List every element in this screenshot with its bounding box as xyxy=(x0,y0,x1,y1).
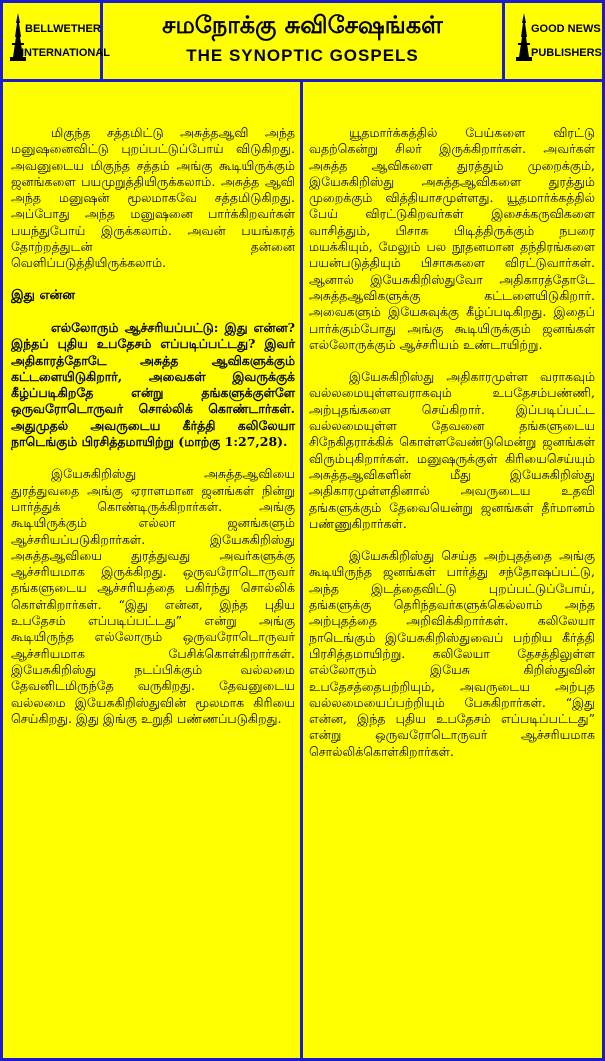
left-paragraph-1: மிகுந்த சத்தமிட்டு அசுத்தஆவி அந்த மனுஷனைவிட்டு புறப்பட்டுப்போய் விடுகிறது. அவனுடைய மிகுந்த சத்தம் அங்கு கூடியிருக்கும் ஜனங்களை பயமுறுத்தியிருக்கலாம். அசுத்த ஆவி அந்த மனுஷன் மூலமாகவே சத்தமிடுகிறது. அப்போது அந்த மனுஷனை பார்க்கிறவர்கள் பயந்துபோய் இருக்கலாம். அவன் பயங்கரத் தோற்றத்துடன் தன்னை வெளிப்படுத்தியிருக்கலாம். xyxy=(11,125,295,271)
good-news-line1: GOOD NEWS xyxy=(531,23,601,35)
good-news-logo xyxy=(502,3,602,79)
bellwether-line2: INTERNATIONAL xyxy=(21,47,111,59)
bellwether-line1: BELLWETHER xyxy=(25,23,101,35)
section-heading: இது என்ன xyxy=(11,287,75,303)
page-title-english: THE SYNOPTIC GOSPELS xyxy=(186,46,419,65)
right-paragraph-2: இயேசுகிறிஸ்து அதிகாரமுள்ள வராகவும் வல்லமையுள்ளவராகவும் உபதேசம்பண்ணி, அற்புதங்களை செய்கிறார். இப்படிப்பட்ட வல்லமையுள்ள தேவனை தங்களுடைய சிநேகிதராக்கிக் கொள்ளவேண்டுமென்று ஜனங்கள் விரும்புகிறார்கள். மனுஷருக்குள் கிரியைசெய்யும் அசுத்தஆவிகளின் மீது இயேசுகிறிஸ்து அதிகாரமுள்ளதினால் அவருடைய உதவி தங்களுக்கும் தேவையென்று ஜனங்கள் தீர்மானம் பண்ணுகிறார்கள். xyxy=(309,369,595,531)
page-title-tamil: சமநோக்கு சுவிசேஷங்கள் xyxy=(162,11,443,39)
bellwether-logo xyxy=(3,3,111,79)
title-area xyxy=(106,3,499,79)
column-divider xyxy=(300,82,303,1058)
right-column xyxy=(309,85,595,1052)
right-paragraph-1: யூதமார்க்கத்தில் பேய்களை விரட்டு வதற்கென்று சிலர் இருக்கிறார்கள். அவர்கள் அசுத்த ஆவிகளை துரத்தும் முறைக்கும், இயேசுகிறிஸ்து அசுத்தஆவிகளை துரத்தும் முறைக்கும் வித்தியாசமுள்ளது. யூதமார்க்கத்தில் பேய் விரட்டுகிறவர்கள் இசைக்கருவிகளை வாசித்தும், பிசாசு பிடித்திருக்கும் நபரை மயக்கியும், மேலும் பல நூதனமான தந்திரங்களை பயன்படுத்தியும் பிசாசுகளை விரட்டுவார்கள். ஆனால் இயேசுகிறிஸ்துவோ அதிகாரத்தோடே அசுத்தஆவிகளுக்கு கட்டளையிடுகிறார். அவைகளும் இயேசுவுக்கு கீழ்ப்படிகிறது. இதைப் பார்க்கும்போது அங்கு கூடியிருக்கும் ஜனங்கள் எல்லோருக்கும் ஆச்சரியம் உண்டாயிற்று. xyxy=(309,125,595,352)
header xyxy=(3,3,602,82)
left-paragraph-3: இயேசுகிறிஸ்து அசுத்தஆவியை துரத்துவதை அங்கு ஏராளமான ஜனங்கள் நின்று பார்த்துக் கொண்டிருக்கிறார்கள். அங்கு கூடியிருக்கும் எல்லா ஜனங்களும் ஆச்சரியப்படுகிறார்கள். இயேசுகிறிஸ்து அசுத்தஆவியை துரத்துவது அவர்களுக்கு ஆச்சரியமாக இருக்கிறது. ஒருவரோடொருவர் தங்களுடைய ஆச்சரியத்தை பகிர்ந்து சொல்லிக் கொள்கிறார்கள். “இது என்ன, இந்த புதிய உபதேசம் எப்படிப்பட்டது” என்று அங்கு கூடியிருந்த எல்லோரும் ஒருவரோடொருவர் ஆச்சரியமாக பேசிக்கொள்கிறார்கள். இயேசுகிறிஸ்து நடப்பிக்கும் வல்லமை தேவனிடமிருந்தே வருகிறது. தேவனுடைய வல்லமை இயேசுகிறிஸ்துவின் மூலமாக கிரியை செய்கிறது. இது இங்கு உறுதி பண்ணப்படுகிறது. xyxy=(11,466,295,726)
right-paragraph-3: இயேசுகிறிஸ்து செய்த அற்புதத்தை அங்கு கூடியிருந்த ஜனங்கள் பார்த்து சந்தோஷப்பட்டு, அந்த இடத்தைவிட்டு புறப்பட்டுப்போய், தங்களுக்கு தெரிந்தவர்களுக்கெல்லாம் அந்த அற்புதத்தை அறிவிக்கிறார்கள். கலிலேயா நாடெங்கும் இயேசுகிறிஸ்துவைப் பற்றிய கீர்த்தி பிரசித்தமாயிற்று. கலிலேயா தேசத்திலுள்ள எல்லோரும் இயேசு கிறிஸ்துவின் உபதேசத்தைபற்றியும், அவருடைய அற்புத வல்லமையைப்பற்றியும் பேசுகிறார்கள். “இது என்ன, இந்த புதிய உபதேசம் எப்படிப்பட்டது” என்று ஒருவரோடொருவர் ஆச்சரியமாக சொல்லிக்கொள்கிறார்கள். xyxy=(309,548,595,759)
left-column xyxy=(11,85,295,1052)
scripture-quote: எல்லோரும் ஆச்சரியப்பட்டு: இது என்ன? இந்தப் புதிய உபதேசம் எப்படிப்பட்டது? இவர் அதிகாரத்தோடே அசுத்த ஆவிகளுக்கும் கட்டளையிடுகிறார், அவைகள் இவருக்குக் கீழ்ப்படிகிறதே என்று தங்களுக்குள்ளே ஒருவரோடொருவர் சொல்லிக் கொண்டார்கள். அதுமுதல் அவருடைய கீர்த்தி கலிலேயா நாடெங்கும் பிரசித்தமாயிற்று (மாற்கு 1:27,28). xyxy=(11,319,295,450)
good-news-line2: PUBLISHERS xyxy=(531,47,602,59)
